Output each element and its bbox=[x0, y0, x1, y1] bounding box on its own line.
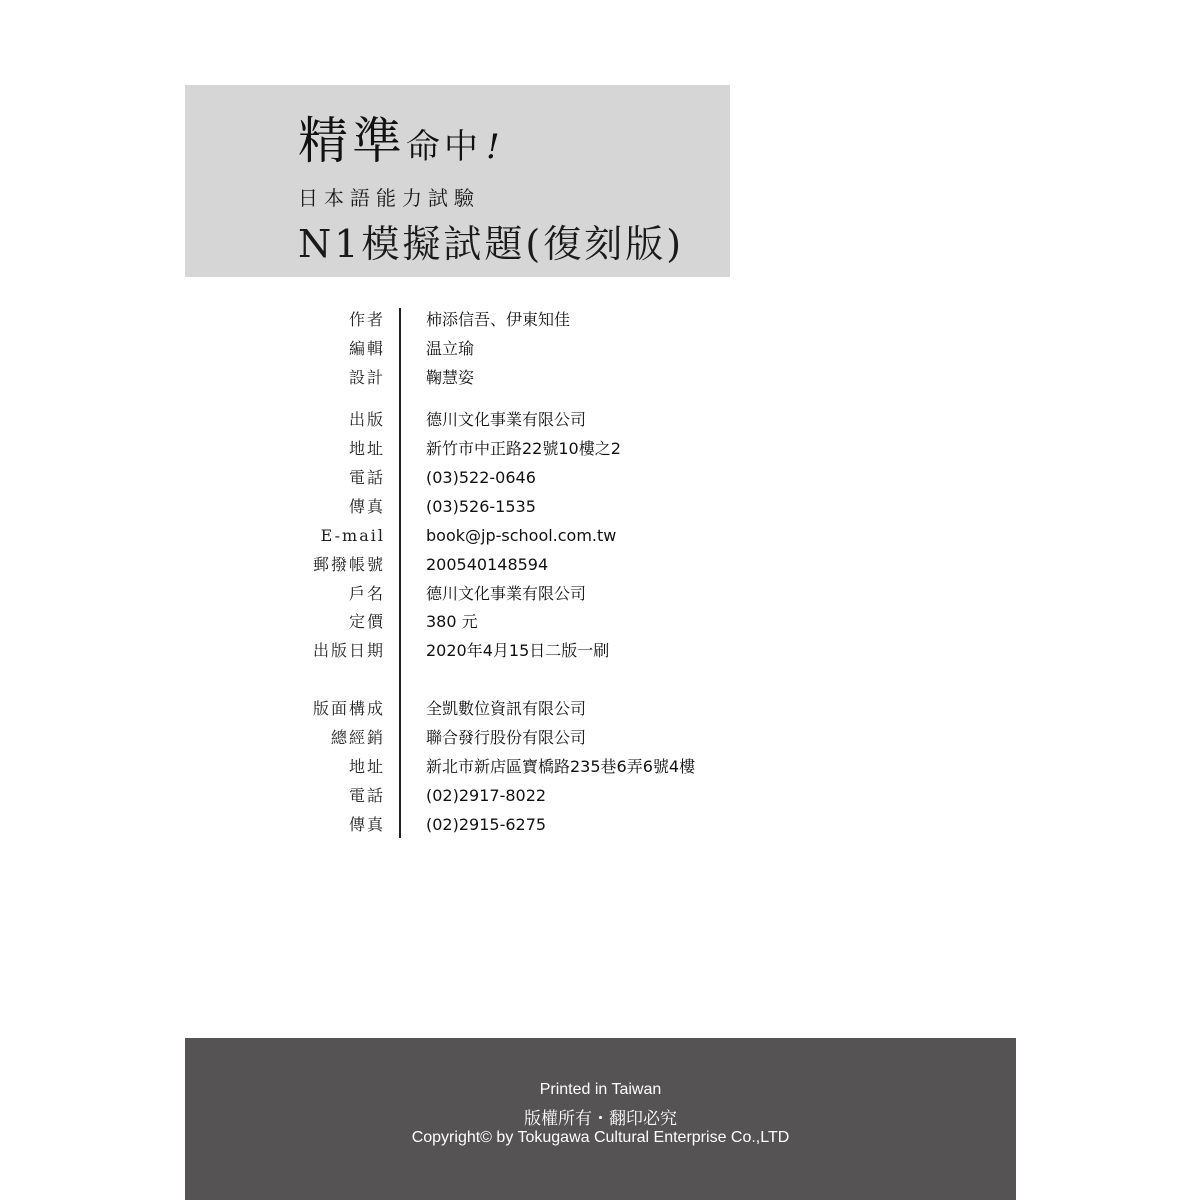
book-title-main: N1模擬試題(復刻版) bbox=[298, 222, 685, 266]
info-row bbox=[0, 437, 1200, 461]
info-row bbox=[0, 726, 1200, 750]
info-value: 德川文化事業有限公司 bbox=[426, 584, 587, 603]
info-value: (02)2915-6275 bbox=[426, 815, 547, 834]
info-row bbox=[0, 366, 1200, 390]
info-row bbox=[0, 755, 1200, 779]
info-row bbox=[0, 639, 1200, 663]
info-value: 聯合發行股份有限公司 bbox=[426, 728, 587, 747]
info-row bbox=[0, 610, 1200, 634]
title-exclaim: ! bbox=[486, 127, 500, 167]
info-label: 定價 bbox=[348, 612, 385, 631]
info-label: E-mail bbox=[320, 526, 385, 545]
info-value: (03)522-0646 bbox=[426, 468, 536, 487]
info-value: 温立瑜 bbox=[426, 339, 475, 358]
info-label: 傳真 bbox=[348, 815, 385, 834]
info-label: 地址 bbox=[348, 757, 385, 776]
info-label: 版面構成 bbox=[312, 699, 385, 718]
info-label: 電話 bbox=[348, 786, 385, 805]
info-row bbox=[0, 553, 1200, 577]
footer-banner bbox=[185, 1038, 1016, 1200]
info-value: (02)2917-8022 bbox=[426, 786, 547, 805]
info-label: 設計 bbox=[348, 368, 385, 387]
info-label: 出版日期 bbox=[312, 641, 385, 660]
info-value: (03)526-1535 bbox=[426, 497, 536, 516]
info-row bbox=[0, 697, 1200, 721]
printed-in-text: Printed in Taiwan bbox=[539, 1081, 662, 1098]
info-value: 新竹市中正路22號10樓之2 bbox=[426, 439, 621, 458]
info-row bbox=[0, 784, 1200, 808]
info-row bbox=[0, 524, 1200, 548]
info-value: 2020年4月15日二版一刷 bbox=[426, 641, 610, 660]
info-value: 鞠慧姿 bbox=[426, 368, 475, 387]
info-row bbox=[0, 308, 1200, 332]
info-label: 電話 bbox=[348, 468, 385, 487]
copyright-text: Copyright© by Tokugawa Cultural Enterprise Co.,LTD bbox=[411, 1129, 790, 1146]
info-label: 編輯 bbox=[348, 339, 385, 358]
info-value: 200540148594 bbox=[426, 555, 549, 574]
rights-text: 版權所有・翻印必究 bbox=[524, 1109, 677, 1129]
info-row bbox=[0, 813, 1200, 837]
info-label: 地址 bbox=[348, 439, 385, 458]
book-subtitle: 日本語能力試驗 bbox=[298, 186, 480, 210]
info-row bbox=[0, 582, 1200, 606]
info-label: 作者 bbox=[348, 310, 385, 329]
info-value: 380 元 bbox=[426, 612, 478, 631]
info-value: 德川文化事業有限公司 bbox=[426, 410, 587, 429]
info-label: 總經銷 bbox=[330, 728, 385, 747]
info-label: 戶名 bbox=[348, 584, 385, 603]
info-row bbox=[0, 495, 1200, 519]
info-label: 傳真 bbox=[348, 497, 385, 516]
title-big-text: 精準 bbox=[298, 112, 406, 170]
title-mid-text: 命中 bbox=[406, 127, 482, 167]
info-label: 郵撥帳號 bbox=[312, 555, 385, 574]
info-value: book@jp-school.com.tw bbox=[426, 526, 617, 545]
info-row bbox=[0, 408, 1200, 432]
info-row bbox=[0, 466, 1200, 490]
info-label: 出版 bbox=[348, 410, 385, 429]
info-value: 柿添信吾、伊東知佳 bbox=[426, 310, 571, 329]
info-row bbox=[0, 337, 1200, 361]
info-value: 全凱數位資訊有限公司 bbox=[426, 699, 587, 718]
info-value: 新北市新店區寶橋路235巷6弄6號4樓 bbox=[426, 757, 696, 776]
